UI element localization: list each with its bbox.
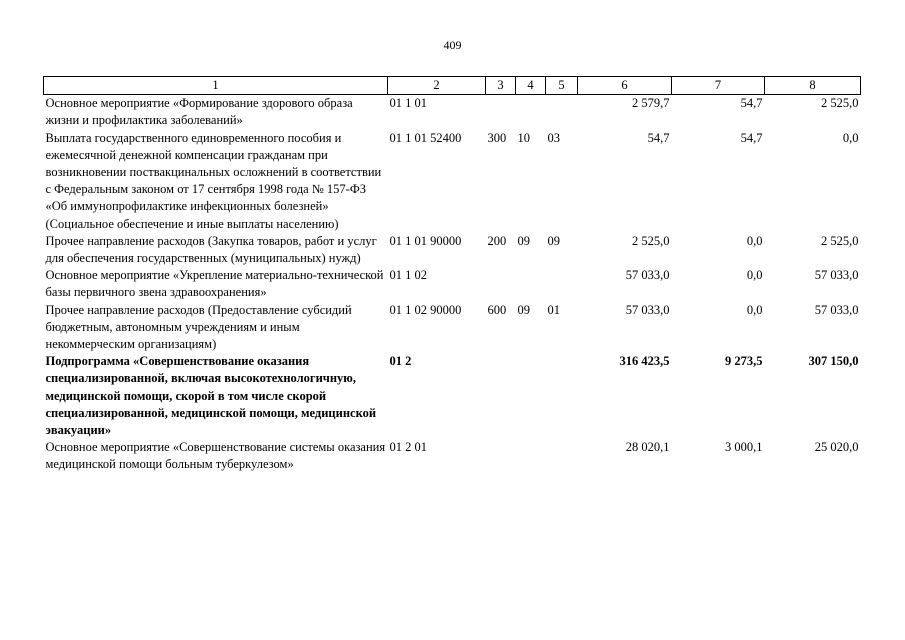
cell-col7: 9 273,5 (725, 354, 763, 369)
cell-col6: 2 579,7 (632, 96, 670, 111)
cell-col4: 09 (517, 302, 530, 317)
cell-col1: Прочее направление расходов (Предоставление субсидий бюджетным, автономным учреждениям и иным некоммерческим организациям) (45, 302, 352, 352)
header-cell: 6 (578, 77, 672, 95)
table-row (44, 267, 861, 301)
cell-col3 (486, 353, 516, 439)
cell-col2: 01 2 01 (389, 440, 427, 455)
header-row (44, 77, 861, 95)
table-row (44, 95, 861, 130)
page-number: 409 (443, 38, 462, 52)
cell-col5 (546, 353, 578, 439)
cell-col3 (486, 267, 516, 301)
cell-col3: 200 (487, 233, 507, 248)
cell-col3: 300 (487, 130, 507, 145)
header-cell: 2 (388, 77, 486, 95)
cell-col5 (546, 439, 578, 473)
cell-col4 (516, 95, 546, 130)
cell-col5: 03 (547, 130, 560, 145)
cell-col5 (546, 95, 578, 130)
cell-col1: Основное мероприятие «Совершенствование системы оказания медицинской помощи больным туберкулезом» (45, 440, 386, 472)
cell-col8: 25 020,0 (814, 440, 859, 455)
cell-col2: 01 1 01 52400 (389, 130, 462, 145)
subprogram-row (44, 353, 861, 439)
header-cell: 7 (672, 77, 765, 95)
cell-col2: 01 1 02 90000 (389, 302, 462, 317)
cell-col3 (486, 95, 516, 130)
cell-col4 (516, 439, 546, 473)
cell-col1: Основное мероприятие «Формирование здорового образа жизни и профилактика заболеваний» (45, 96, 353, 128)
cell-col5: 09 (547, 233, 560, 248)
cell-col8: 57 033,0 (814, 268, 859, 283)
header-cell: 5 (546, 77, 578, 95)
cell-col4 (516, 353, 546, 439)
cell-col7: 0,0 (746, 302, 763, 317)
cell-col8: 2 525,0 (821, 233, 859, 248)
cell-col5 (546, 267, 578, 301)
cell-col6: 2 525,0 (632, 233, 670, 248)
table-row (44, 302, 861, 354)
cell-col6: 57 033,0 (625, 268, 670, 283)
cell-col4: 10 (517, 130, 530, 145)
cell-col4 (516, 267, 546, 301)
table-body (44, 95, 861, 474)
cell-col1: Прочее направление расходов (Закупка товаров, работ и услуг для обеспечения государственных (муниципальных) нужд) (45, 233, 377, 266)
cell-col2: 01 1 01 (389, 96, 427, 111)
cell-col3: 600 (487, 302, 507, 317)
cell-col8: 307 150,0 (808, 354, 859, 369)
cell-col4: 09 (517, 233, 530, 248)
cell-col2: 01 1 02 (389, 268, 427, 283)
cell-col1: Выплата государственного единовременного пособия и ежемесячной денежной компенсации гражданам при возникновении поствакцинальных осложнений в соответствии с Федеральным законом от 17 сентября 1998 года № 157-ФЗ «Об иммунопрофилактике инфекционных болезней» (Социальное обеспечение и иные выплаты населению) (45, 130, 382, 231)
header-cell: 4 (516, 77, 546, 95)
cell-col2: 01 1 01 90000 (389, 233, 462, 248)
cell-col8: 57 033,0 (814, 302, 859, 317)
header-cell: 8 (765, 77, 861, 95)
header-cell: 3 (486, 77, 516, 95)
cell-col8: 0,0 (842, 130, 859, 145)
cell-col6: 57 033,0 (625, 302, 670, 317)
cell-col7: 54,7 (740, 96, 763, 111)
cell-col5: 01 (547, 302, 560, 317)
table-row (44, 130, 861, 233)
cell-col3 (486, 439, 516, 473)
budget-table (43, 76, 861, 474)
cell-col8: 2 525,0 (821, 96, 859, 111)
cell-col7: 0,0 (746, 268, 763, 283)
cell-col7: 0,0 (746, 233, 763, 248)
header-cell: 1 (44, 77, 388, 95)
cell-col7: 3 000,1 (725, 440, 763, 455)
cell-col6: 28 020,1 (625, 440, 670, 455)
cell-col6: 316 423,5 (619, 354, 670, 369)
cell-col6: 54,7 (647, 130, 670, 145)
cell-col1: Подпрограмма «Совершенствование оказания специализированной, включая высокотехнологичную, медицинской помощи, скорой в том числе скорой специализированной, медицинской помощи, медицинской эвакуации» (45, 354, 377, 438)
table-row (44, 439, 861, 473)
table-row (44, 233, 861, 267)
cell-col1: Основное мероприятие «Укрепление материально-технической базы первичного звена здравоохранения» (45, 268, 384, 300)
cell-col7: 54,7 (740, 130, 763, 145)
cell-col2: 01 2 (389, 354, 412, 369)
